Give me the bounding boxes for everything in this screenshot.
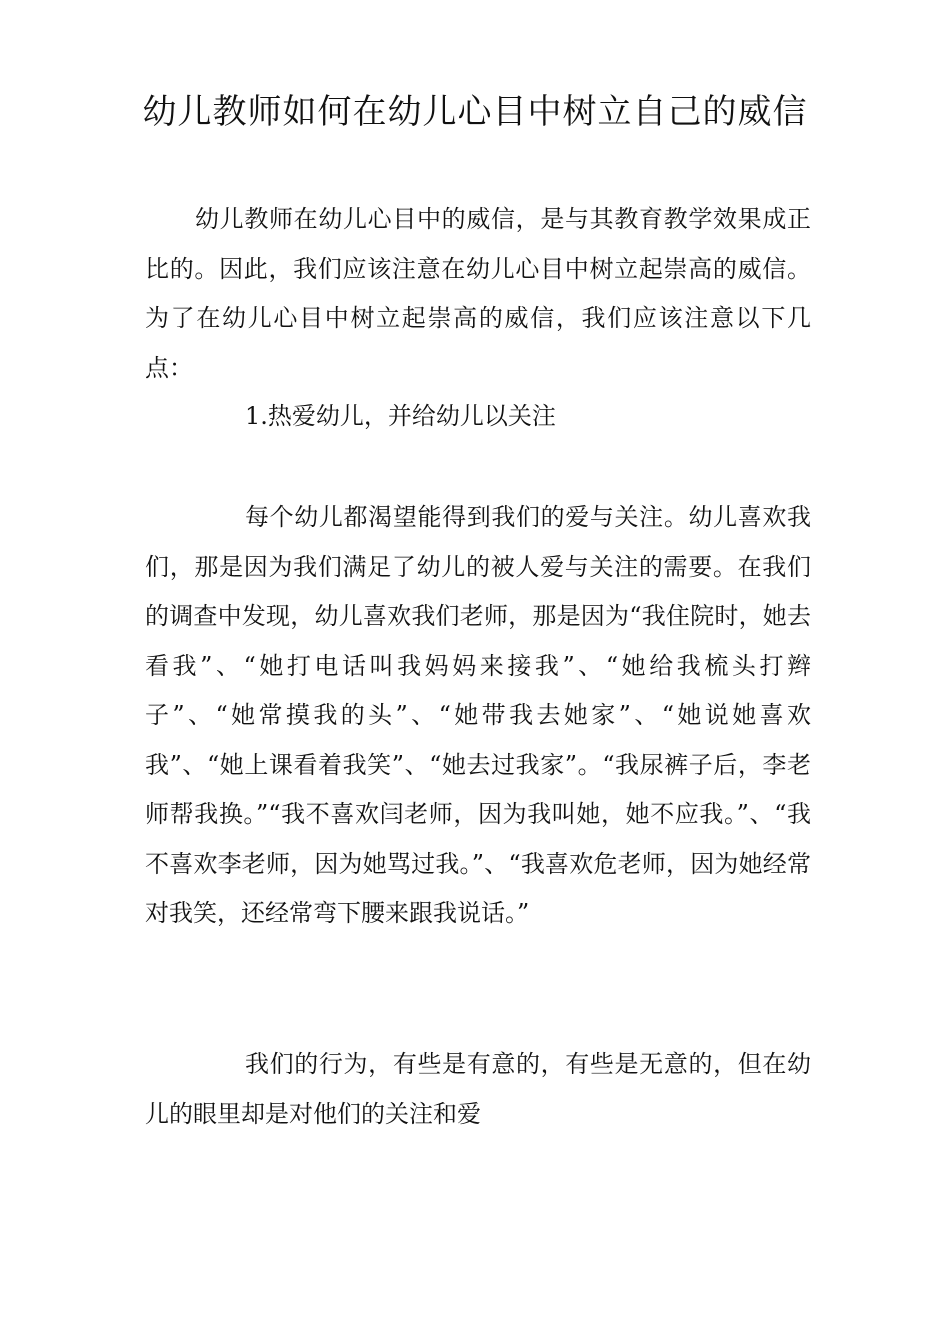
section-heading-1: 1.热爱幼儿，并给幼儿以关注 (245, 402, 556, 430)
body-paragraph-1: 每个幼儿都渴望能得到我们的爱与关注。幼儿喜欢我们，那是因为我们满足了幼儿的被人爱与关注的需要。在我们的调查中发现，幼儿喜欢我们老师，那是因为“我住院时，她去看我”、“她打电话叫我妈妈来接我”、“她给我梳头打辫子”、“她常摸我的头”、“她带我去她家”、“她说她喜欢我”、“她上课看着我笑”、“她去过我家”。“我尿裤子后，李老师帮我换。”“我不喜欢闫老师，因为我叫她，她不应我。”、“我不喜欢李老师，因为她骂过我。”、“我喜欢危老师，因为她经常对我笑，还经常弯下腰来跟我说话。” (145, 503, 811, 927)
document-title: 幼儿教师如何在幼儿心目中树立自己的威信 (142, 92, 808, 132)
body-paragraph-2: 我们的行为，有些是有意的，有些是无意的，但在幼儿的眼里却是对他们的关注和爱 (145, 1050, 811, 1128)
intro-paragraph: 幼儿教师在幼儿心目中的威信，是与其教育教学效果成正比的。因此，我们应该注意在幼儿心目中树立起崇高的威信。为了在幼儿心目中树立起崇高的威信，我们应该注意以下几点： (145, 205, 811, 382)
